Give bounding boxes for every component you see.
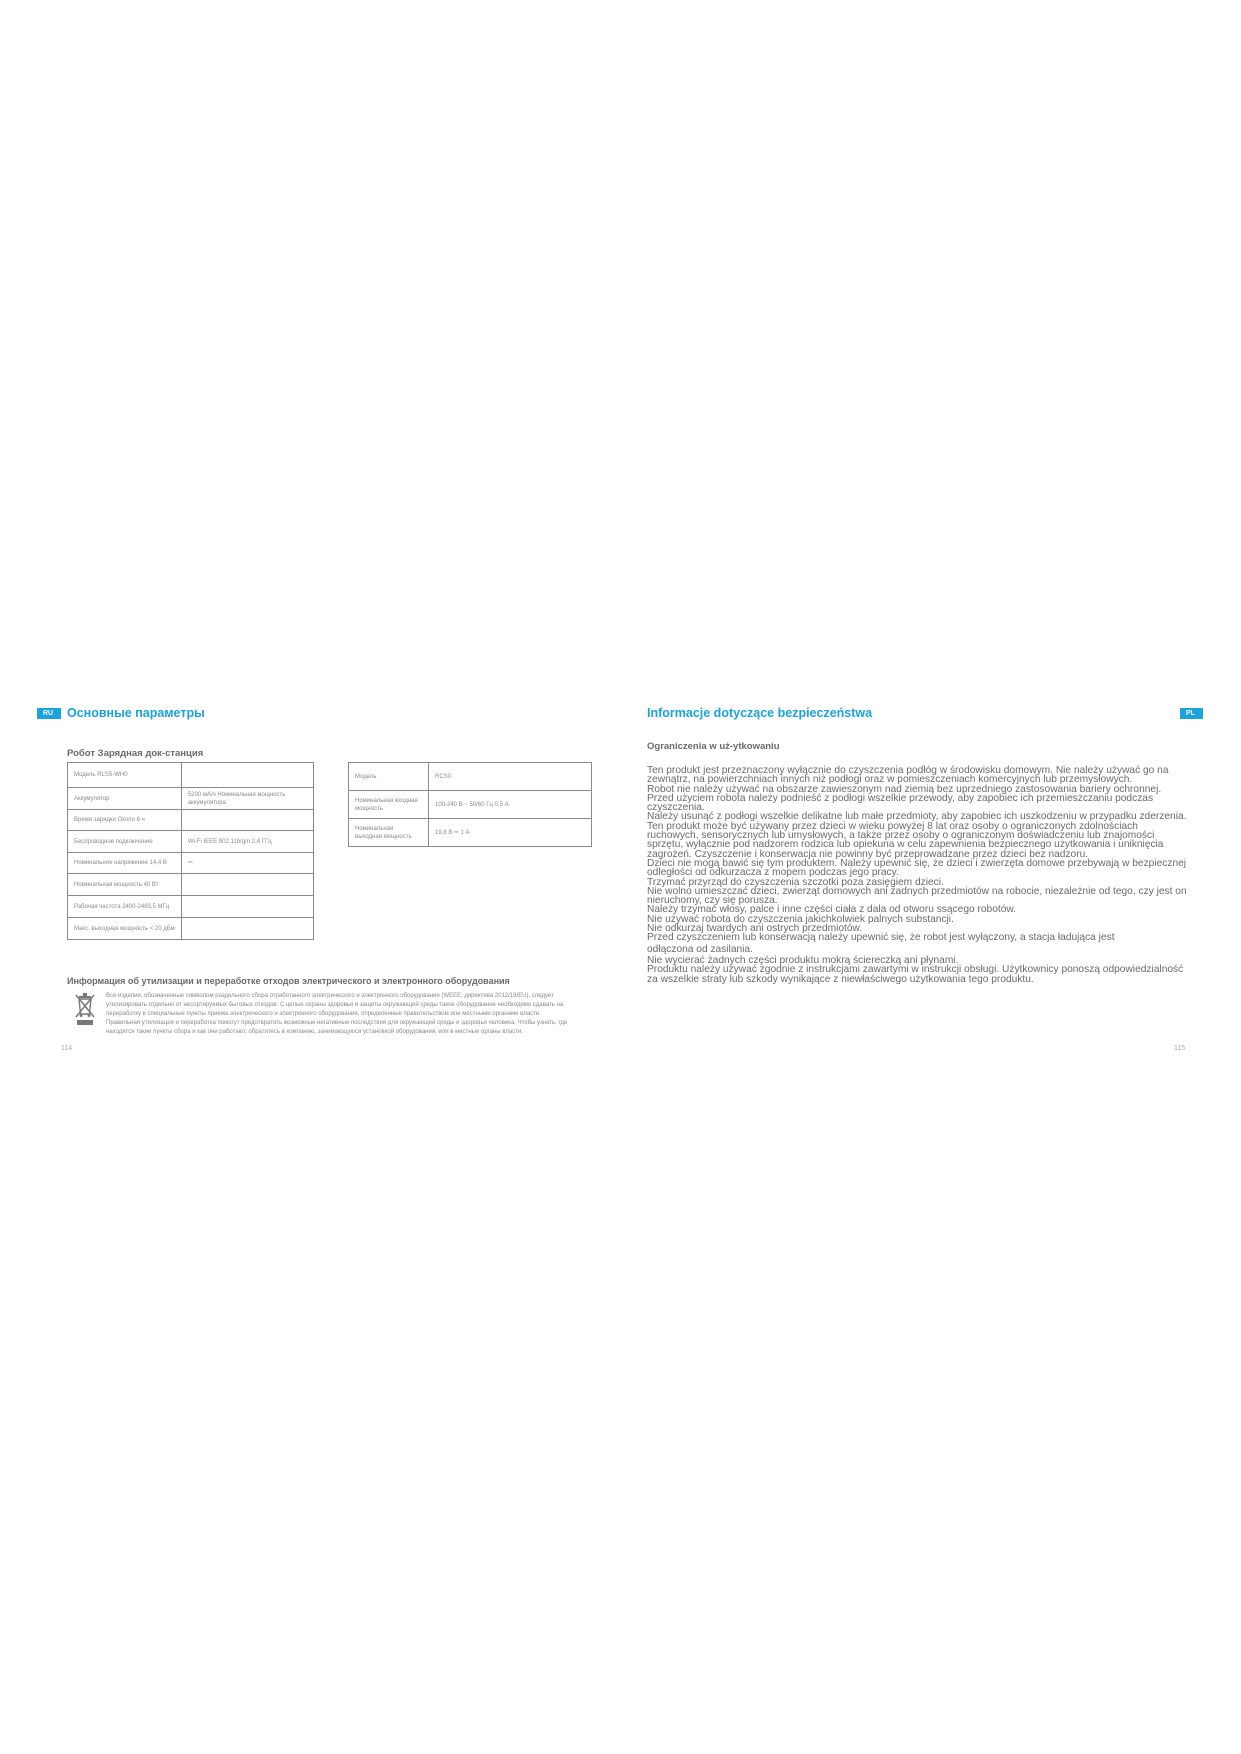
spec-value: 19,8 В ⎓ 1 А [429,819,592,847]
weee-text: Все изделия, обозначенные символом раздельного сбора отработанного электрического и электронного оборудования (WEEE, директива 2012/19/EU), следует утилизировать отдельно от несортируемых бытовых отходов. С целью охраны здоровья и защиты окружающей среды такое оборудование необходимо сдавать на переработку в специальные пункты приема электрического и электронного оборудования, определенные правительством или местными органами власти. Правильная утилизация и переработка помогут предотвратить возможные негативные последствия для окружающей среды и здоровья человека. Чтобы узнать, где находятся такие пункты сбора и как они работают, обратитесь в компанию, занимающуюся установкой оборудования, или в местные органы власти. [106,993,568,1035]
spec-label: Время зарядки Около 6 ч [68,810,182,831]
weee-bin-icon [74,992,96,1026]
spec-value [181,874,313,896]
safety-paragraph: Produktu należy używać zgodnie z instrukcjami zawartymi w instrukcji obsługi. Użytkownicy ponoszą odpowiedzialność za wszelkie straty lub szkody wynikające z niewłaściwego użytkowania tego produktu. [647,964,1184,985]
safety-paragraph: Nie wycierać żadnych części produktu mokrą ściereczką ani płynami. [647,954,959,966]
spec-subtitle: Робот Зарядная док-станция [67,748,204,759]
spec-row [68,831,314,853]
spec-value [181,810,313,831]
spec-label: Аккумулятор [68,788,182,810]
spec-label: Номинальная входная мощность [349,791,429,819]
safety-paragraph: Robot nie należy używać na obszarze zawieszonym nad ziemią bez uprzedniego zastosowania bariery ochronnej. [647,783,1162,795]
safety-paragraph: Należy trzymać włosy, palce i inne części ciała z dala od otworu ssącego robotów. [647,904,1016,916]
page-number-right: 115 [1174,1045,1186,1052]
language-badge-ru: RU [37,708,61,719]
spec-row [349,819,592,847]
robot-spec-table [67,762,314,940]
spec-row [68,788,314,810]
safety-paragraph: Dzieci nie mogą bawić się tym produktem. Należy upewnić się, że dzieci i zwierzęta domowe przebywają w bezpiecznej odległości od odkurzacza z mopem podczas jego pracy. [647,857,1187,879]
spec-label: Модель RLS5-WH0 [68,763,182,788]
spec-label: Рабочая частота 2400-2483,5 МГц [68,896,182,918]
safety-paragraph: Przed czyszczeniem lub konserwacją należy upewnić się, że robot jest wyłączony, a stacja ładująca jest [647,932,1115,944]
safety-text [647,766,1187,984]
spec-label: Номинальное напряжение 14,4 В [68,853,182,874]
spec-row [68,763,314,788]
spec-row [68,810,314,831]
spec-row [349,763,592,791]
spec-value [181,896,313,918]
safety-paragraph: Należy usunąć z podłogi wszelkie delikatne lub małe przedmioty, aby zapobiec ich uszkodzeniu w przypadku zderzenia. [647,811,1187,823]
spec-label: Номинальная выходная мощность [349,819,429,847]
safety-paragraph: Ten produkt jest przeznaczony wyłącznie do czyszczenia podłóg w środowisku domowym. Nie należy używać go na zewnątrz, na powierzchniach innych niż podłogi oraz w pomieszczeniach komercyjnych lub przemysłowych. [647,765,1169,786]
safety-paragraph: odłączona od zasilania. [647,943,753,955]
spec-row [68,918,314,940]
spec-row [349,791,592,819]
page-number-left: 114 [61,1045,73,1052]
spec-row [68,896,314,918]
language-badge-pl: PL [1180,708,1203,719]
spec-label: Беспроводное подключение [68,831,182,853]
spec-value: 5200 мА/ч Номинальная мощность аккумулятора [181,788,313,810]
safety-paragraph: Ten produkt może być używany przez dzieci w wieku powyżej 8 lat oraz osoby o ograniczonych zdolnościach ruchowych, sensorycznych lub umysłowych, a także przez osoby o ograniczonym doświadczeniu lub znajomości sprzętu, wyłącznie pod nadzorem rodzica lub opiekuna w celu zapewnienia bezpiecznego użytkowania i uniknięcia zagrożeń. Czyszczenie i konserwacja nie powinny być przeprowadzane przez dzieci bez nadzoru. [647,820,1164,860]
restrictions-subtitle: Ograniczenia w uż-ytkowaniu [647,741,780,752]
spec-value [181,918,313,940]
spec-label: Модель [349,763,429,791]
safety-paragraph: Nie wolno umieszczać dzieci, zwierząt domowych ani żadnych przedmiotów na robocie, niezależnie od tego, czy jest on nieruchomy, czy się porusza. [647,885,1187,907]
section-title-ru: Основные параметры [67,706,205,720]
dock-spec-table [348,762,592,847]
section-title-pl: Informacje dotyczące bezpieczeństwa [647,706,873,720]
spec-label: Макс. выходная мощность < 20 дБм [68,918,182,940]
spec-value [181,763,313,788]
weee-title: Информация об утилизации и переработке отходов электрического и электронного оборудования [67,976,510,986]
safety-paragraph: Przed użyciem robota należy podnieść z podłogi wszelkie przewody, aby zapobiec ich przemieszczaniu podczas czyszczenia. [647,792,1154,814]
spec-value: ⎓ [181,853,313,874]
spec-label: Номинальная мощность 40 Вт [68,874,182,896]
safety-paragraph: Trzymać przyrząd do czyszczenia szczotki poza zasięgiem dzieci. [647,876,944,888]
safety-paragraph: Nie używać robota do czyszczenia jakichkolwiek palnych substancji. [647,913,954,925]
spec-row [68,853,314,874]
spec-value: 100-240 В ~ 50/60 Гц 0,5 А [429,791,592,819]
spec-row [68,874,314,896]
safety-paragraph: Nie odkurzaj twardych ani ostrych przedmiotów. [647,923,863,935]
spec-value: RCS0 [429,763,592,791]
spec-value: Wi-Fi IEEE 802.11b/g/n 2,4 ГГц [181,831,313,853]
